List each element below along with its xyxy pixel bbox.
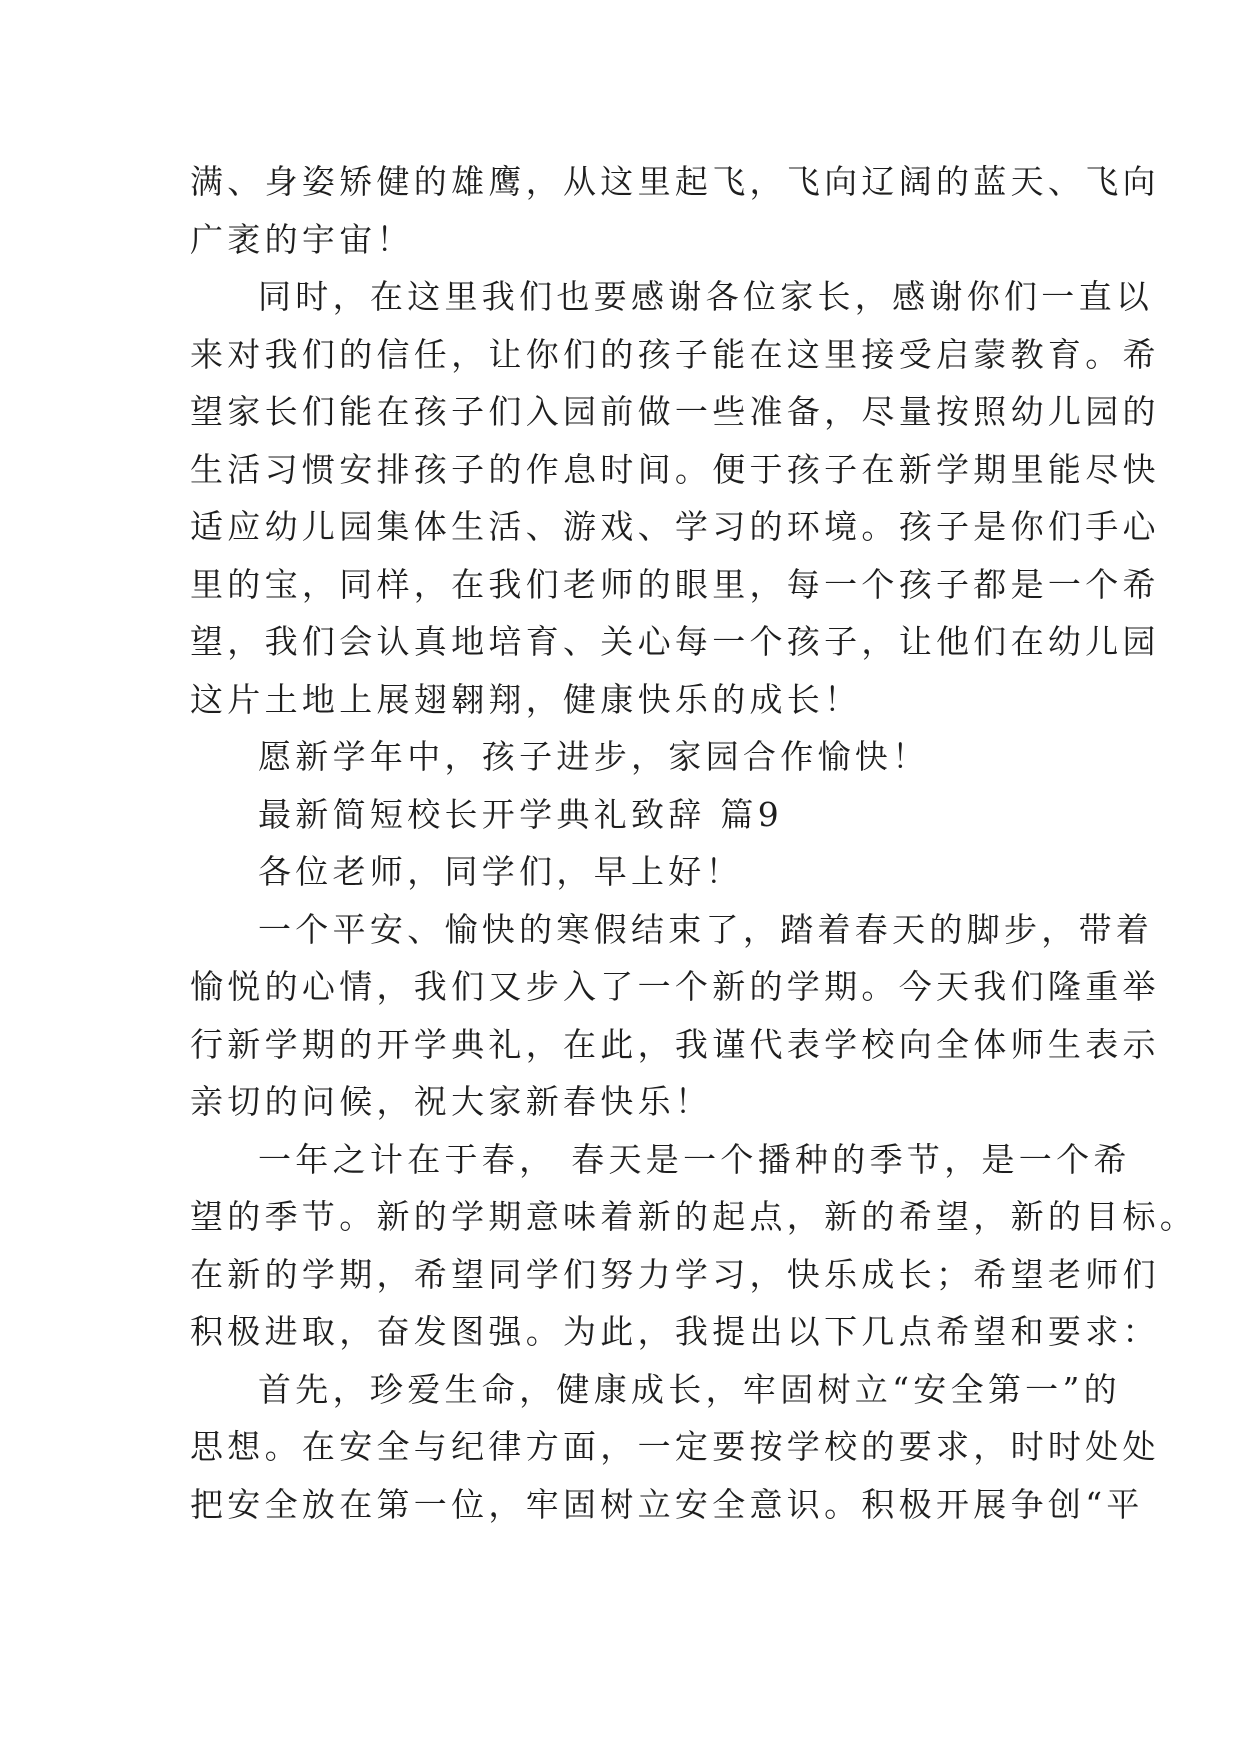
text-line: 望家长们能在孩子们入园前做一些准备，尽量按照幼儿园的 xyxy=(190,392,1160,431)
text-line: 行新学期的开学典礼，在此，我谨代表学校向全体师生表示 xyxy=(190,1024,1160,1064)
text-line: 望的季节。新的学期意味着新的起点，新的希望，新的目标。 xyxy=(190,1197,1198,1236)
text-line: 满、身姿矫健的雄鹰，从这里起飞，飞向辽阔的蓝天、飞向 xyxy=(190,162,1160,201)
text-line: 愿新学年中，孩子进步，家园合作愉快！ xyxy=(258,737,930,776)
text-line: 来对我们的信任，让你们的孩子能在这里接受启蒙教育。希 xyxy=(190,334,1160,374)
text-line: 在新的学期，希望同学们努力学习，快乐成长；希望老师们 xyxy=(190,1254,1160,1294)
text-line: 亲切的问候，祝大家新春快乐！ xyxy=(190,1082,713,1121)
text-line: 这片土地上展翅翱翔，健康快乐的成长！ xyxy=(190,679,862,719)
text-line: 里的宝，同样，在我们老师的眼里，每一个孩子都是一个希 xyxy=(190,564,1160,604)
text-line: 望，我们会认真地培育、关心每一个孩子，让他们在幼儿园 xyxy=(190,622,1160,661)
text-line: 生活习惯安排孩子的作息时间。便于孩子在新学期里能尽快 xyxy=(190,449,1160,489)
text-line: 最新简短校长开学典礼致辞 篇9 xyxy=(258,794,783,834)
text-line: 一年之计在于春， 春天是一个播种的季节，是一个希 xyxy=(258,1139,1131,1179)
text-line: 一个平安、愉快的寒假结束了，踏着春天的脚步，带着 xyxy=(258,909,1154,949)
text-line: 愉悦的心情，我们又步入了一个新的学期。今天我们隆重举 xyxy=(190,967,1160,1006)
text-line: 适应幼儿园集体生活、游戏、学习的环境。孩子是你们手心 xyxy=(190,507,1160,546)
body-text xyxy=(190,153,1198,1533)
text-line: 广袤的宇宙！ xyxy=(190,219,414,259)
text-line: 首先，珍爱生命，健康成长，牢固树立“安全第一”的 xyxy=(258,1369,1121,1409)
text-line: 把安全放在第一位，牢固树立安全意识。积极开展争创“平 xyxy=(190,1484,1144,1524)
text-line: 各位老师，同学们，早上好！ xyxy=(258,852,743,891)
text-line: 同时，在这里我们也要感谢各位家长，感谢你们一直以 xyxy=(258,277,1154,316)
text-line: 思想。在安全与纪律方面，一定要按学校的要求，时时处处 xyxy=(190,1427,1160,1466)
text-line: 积极进取，奋发图强。为此，我提出以下几点希望和要求： xyxy=(190,1312,1160,1351)
